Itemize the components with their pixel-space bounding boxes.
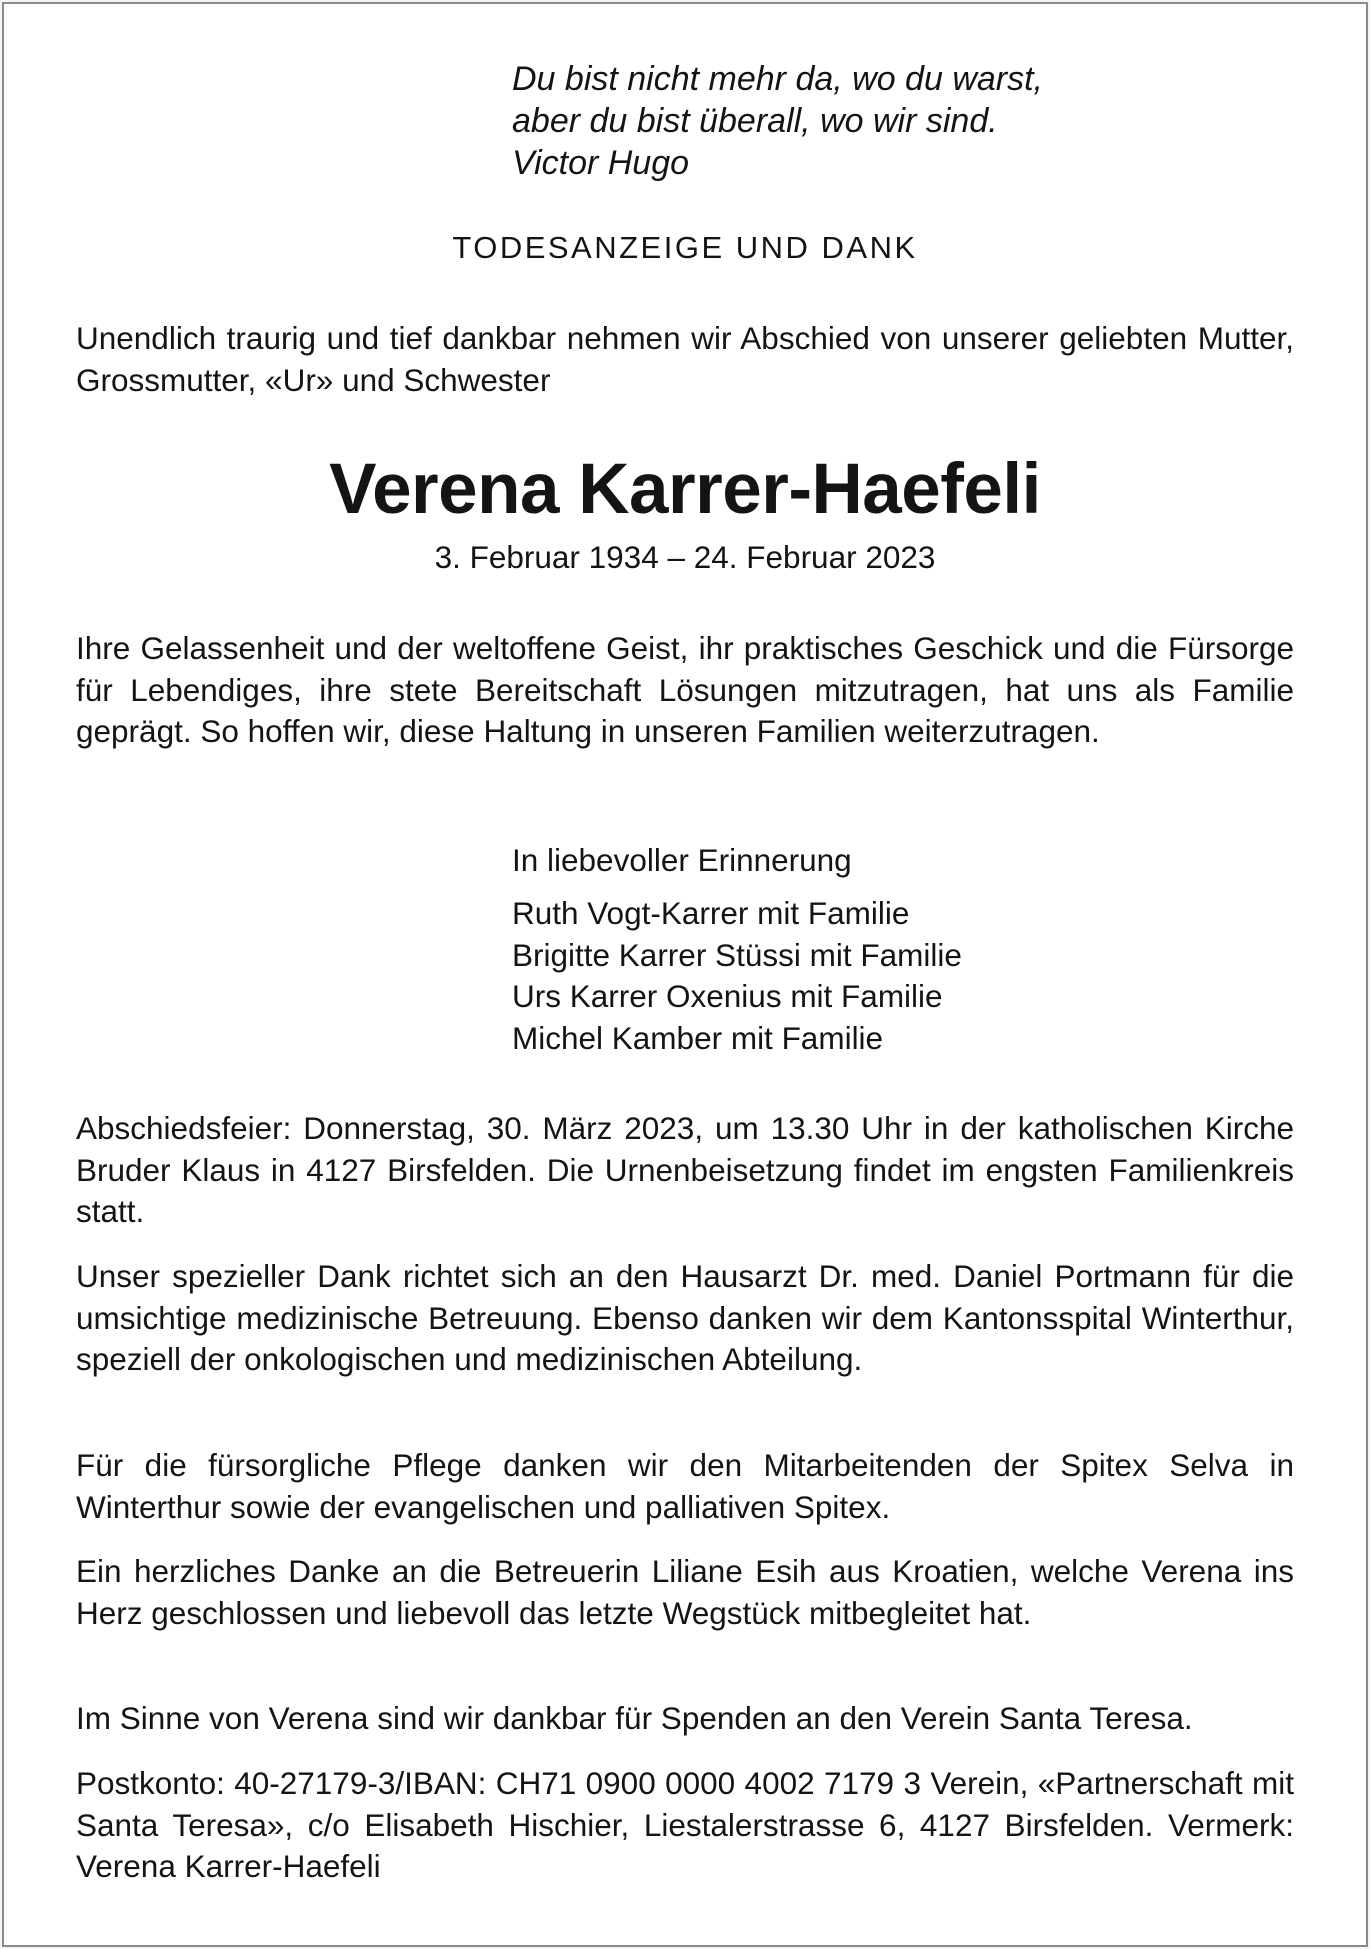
intro-paragraph: Unendlich traurig und tief dankbar nehmen wir Abschied von unserer geliebten Mutter, Grossmutter, «Ur» und Schwester: [76, 320, 1294, 398]
quote-line: Du bist nicht mehr da, wo du warst,: [512, 60, 1044, 98]
ceremony-paragraph: Abschiedsfeier: Donnerstag, 30. März 2023, um 13.30 Uhr in der katholischen Kirche Bruder Klaus in 4127 Birsfelden. Die Urnenbeisetzung findet im engsten Familienkreis statt.: [76, 1110, 1294, 1229]
mourner-name: Ruth Vogt-Karrer mit Familie: [512, 895, 910, 931]
mourner-name: Brigitte Karrer Stüssi mit Familie: [512, 936, 962, 973]
thanks-paragraph: Ein herzliches Danke an die Betreuerin Liliane Esih aus Kroatien, welche Verena ins Herz geschlossen und liebevoll das letzte Wegstück mitbegleitet hat.: [76, 1553, 1294, 1631]
tribute-paragraph: Ihre Gelassenheit und der weltoffene Geist, ihr praktisches Geschick und die Fürsorge für Lebendiges, ihre stete Bereitschaft Lösungen mitzutragen, hat uns als Familie geprägt. So hoffen wir, diese Haltung in unseren Familien weiterzutragen.: [76, 630, 1294, 749]
epigraph-quote: [512, 58, 1212, 184]
thanks-paragraph: Im Sinne von Verena sind wir dankbar für Spenden an den Verein Santa Teresa.: [76, 1700, 1193, 1736]
mourners-list: [512, 893, 1212, 1059]
memory-intro: In liebevoller Erinnerung: [512, 842, 852, 878]
quote-author: Victor Hugo: [512, 144, 690, 182]
mourner-name: Urs Karrer Oxenius mit Familie: [512, 978, 943, 1014]
life-dates: 3. Februar 1934 – 24. Februar 2023: [434, 539, 936, 575]
thanks-paragraph: Unser spezieller Dank richtet sich an den Hausarzt Dr. med. Daniel Portmann für die umsichtige medizinische Betreuung. Ebenso danken wir dem Kantonsspital Winterthur, speziell der onkologischen und medizinischen Abteilung.: [76, 1258, 1294, 1377]
deceased-name: Verena Karrer-Haefeli: [329, 450, 1041, 529]
quote-line: aber du bist überall, wo wir sind.: [512, 102, 998, 140]
notice-heading: TODESANZEIGE UND DANK: [452, 230, 918, 265]
mourner-name: Michel Kamber mit Familie: [512, 1019, 884, 1056]
donation-paragraph: Postkonto: 40-27179-3/IBAN: CH71 0900 0000 4002 7179 3 Verein, «Partnerschaft mit Santa Teresa», c/o Elisabeth Hischier, Liestalerstrasse 6, 4127 Birsfelden. Vermerk: Verena Karrer-Haefeli: [76, 1765, 1294, 1884]
thanks-paragraph: Für die fürsorgliche Pflege danken wir den Mitarbeitenden der Spitex Selva in Winterthur sowie der evangelischen und palliativen Spitex.: [76, 1447, 1294, 1525]
